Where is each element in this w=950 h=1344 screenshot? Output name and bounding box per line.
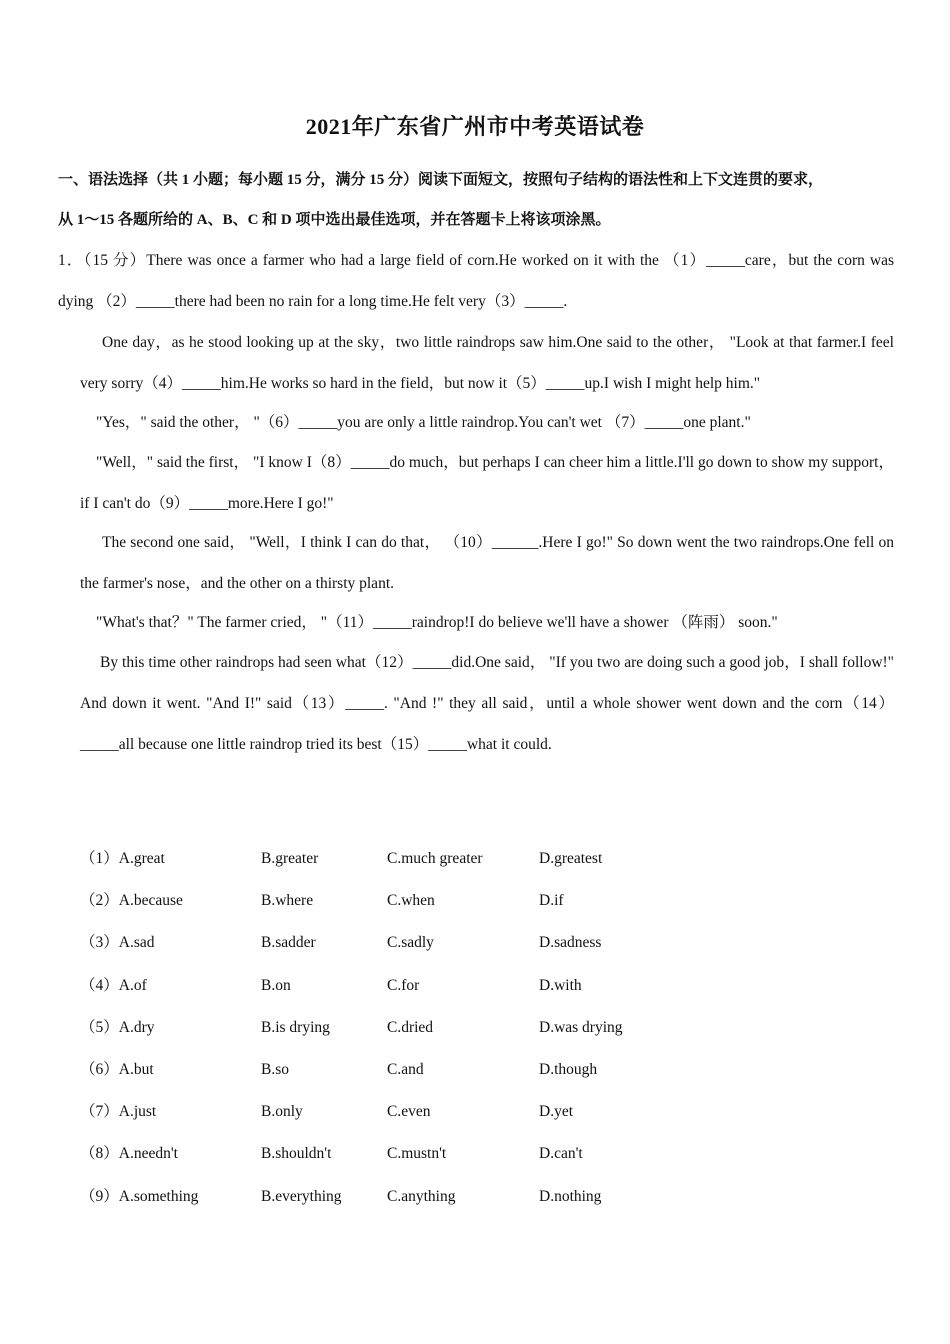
- option-c: C.much greater: [387, 850, 483, 867]
- option-d: D.if: [539, 892, 564, 910]
- option-b: B.is drying: [261, 1018, 330, 1036]
- section-instructions-line1: 一、语法选择（共 1 小题；每小题 15 分，满分 15 分）阅读下面短文，按照句子结构的语法性和上下文连贯的要求，: [58, 172, 824, 188]
- section-instructions-line2: 从 1～15 各题所给的 A、B、C 和 D 项中选出最佳选项，并在答题卡上将该项涂黑。: [58, 212, 611, 228]
- option-b: B.where: [261, 892, 314, 910]
- passage-paragraph-5: The second one said， "Well，I think I can do that， （10）______.Here I go!" So down went the two raindrops.One fell on the farmer's nose，and the other on a thirsty plant.: [80, 534, 894, 592]
- option-c: C.and: [387, 1060, 424, 1078]
- passage-paragraph-2: One day，as he stood looking up at the sky，two little raindrops saw him.One said to the other， "Look at that farmer.I feel very sorry（4）_____him.He works so hard in the field，but now it（5）_____up.I wish I might help him.": [80, 334, 894, 392]
- option-a: （1）A.great: [80, 850, 165, 867]
- option-c: C.anything: [387, 1187, 456, 1205]
- option-b: B.shouldn't: [261, 1145, 332, 1163]
- option-d: D.sadness: [539, 934, 602, 952]
- option-b: B.everything: [261, 1187, 342, 1205]
- page-title: 2021年广东省广州市中考英语试卷: [305, 114, 645, 139]
- option-d: D.with: [539, 976, 582, 994]
- option-d: D.nothing: [539, 1187, 602, 1205]
- option-d: D.greatest: [539, 850, 603, 867]
- passage-paragraph-7: By this time other raindrops had seen what（12）_____did.One said， "If you two are doing such a good job，I shall follow!" And down it went. "And I!" said（13）_____. "And !" they all said，until a whole shower went down and the corn（14）_____all because one little raindrop tried its best（15）_____what it could.: [80, 654, 895, 753]
- option-a: （3）A.sad: [80, 934, 155, 952]
- option-d: D.though: [539, 1060, 598, 1078]
- passage-paragraph-1: [58, 240, 894, 322]
- option-b: B.greater: [261, 850, 319, 867]
- reading-passage: [58, 240, 894, 765]
- option-b: B.sadder: [261, 934, 316, 952]
- option-d: D.yet: [539, 1103, 574, 1121]
- passage-paragraph-3: "Yes，" said the other， "（6）_____you are only a little raindrop.You can't wet （7）_____one plant.": [96, 414, 751, 431]
- question-points: （15 分）: [83, 252, 147, 269]
- option-c: C.sadly: [387, 934, 434, 952]
- option-b: B.only: [261, 1103, 303, 1121]
- option-a: （2）A.because: [80, 892, 183, 910]
- question-number: 1．: [58, 252, 84, 269]
- option-a: （9）A.something: [80, 1187, 199, 1205]
- option-c: C.even: [387, 1103, 431, 1121]
- option-d: D.was drying: [539, 1018, 623, 1036]
- passage-paragraph-4: "Well，" said the first， "I know I（8）_____do much，but perhaps I can cheer him a little.I'll go down to show my support，if I can't do（9）_____more.Here I go!": [80, 454, 894, 512]
- option-c: C.mustn't: [387, 1145, 447, 1163]
- option-a: （6）A.but: [80, 1060, 154, 1078]
- passage-paragraph-6: "What's that？" The farmer cried， "（11）_____raindrop!I do believe we'll have a shower （阵雨） soon.": [96, 614, 778, 631]
- option-b: B.so: [261, 1060, 289, 1078]
- option-a: （5）A.dry: [80, 1018, 155, 1036]
- option-c: C.when: [387, 892, 435, 910]
- option-a: （7）A.just: [80, 1103, 157, 1121]
- section-instructions: [58, 160, 900, 240]
- option-a: （4）A.of: [80, 976, 147, 994]
- option-b: B.on: [261, 976, 291, 994]
- option-c: C.for: [387, 976, 420, 994]
- paragraph-text: There was once a farmer who had a large field of corn.He worked on it with the （1）_____care，but the corn was dying （2）_____there had been no rain for a long time.He felt very（3）_____.: [58, 252, 894, 310]
- option-a: （8）A.needn't: [80, 1145, 178, 1163]
- option-d: D.can't: [539, 1145, 583, 1163]
- option-c: C.dried: [387, 1018, 434, 1036]
